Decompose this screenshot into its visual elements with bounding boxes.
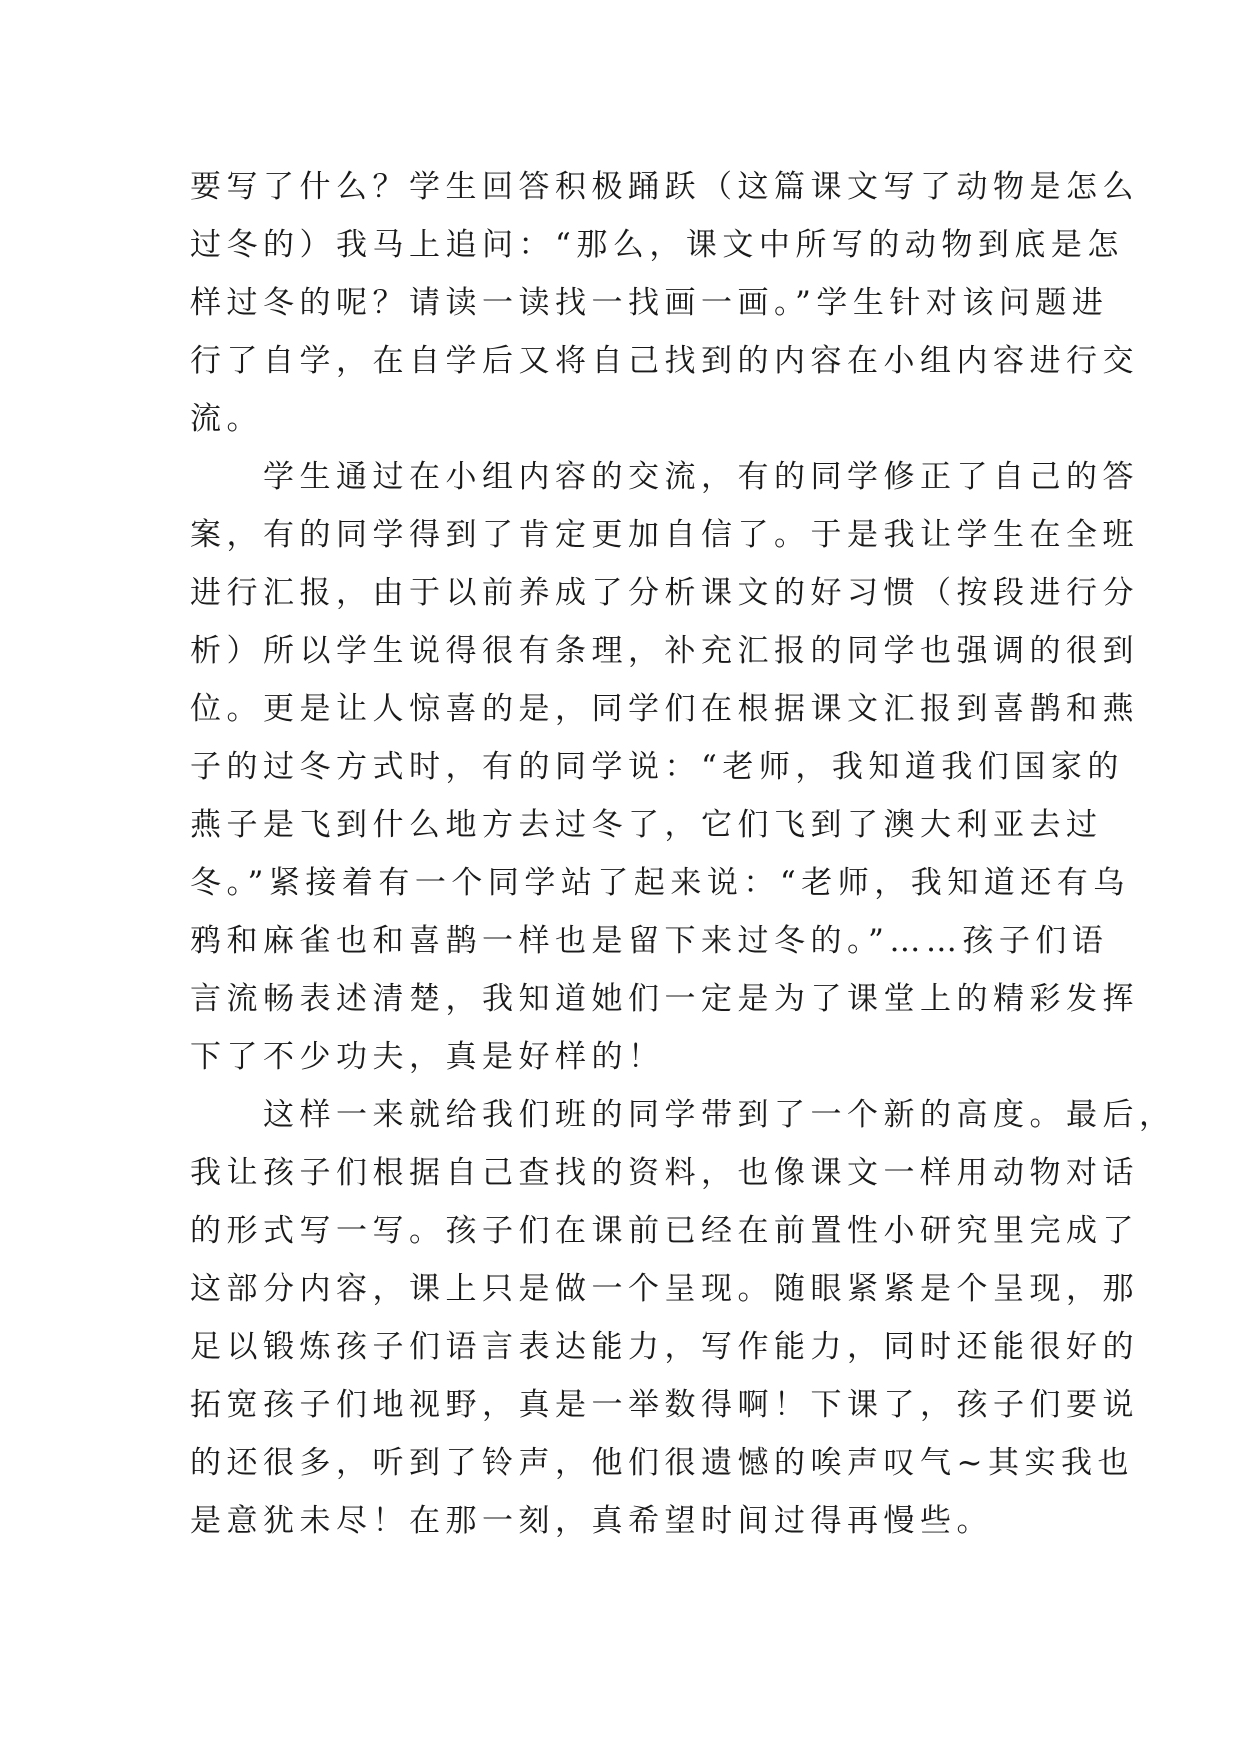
text-line: 这部分内容，课上只是做一个呈现。随眼紧紧是个呈现，那 bbox=[190, 1271, 1139, 1307]
text-line: 鸦和麻雀也和喜鹊一样也是留下来过冬的。”……孩子们语 bbox=[190, 923, 1109, 959]
text-line: 位。更是让人惊喜的是，同学们在根据课文汇报到喜鹊和燕 bbox=[190, 691, 1139, 727]
text-line: 样过冬的呢？请读一读找一找画一画。”学生针对该问题进 bbox=[190, 285, 1109, 321]
text-line: 流。 bbox=[190, 401, 263, 437]
text-line: 拓宽孩子们地视野，真是一举数得啊！下课了，孩子们要说 bbox=[190, 1387, 1139, 1423]
paragraph-start-line: 学生通过在小组内容的交流，有的同学修正了自己的答 bbox=[190, 459, 1139, 495]
text-line: 过冬的）我马上追问：“那么，课文中所写的动物到底是怎 bbox=[190, 227, 1124, 263]
text-line: 下了不少功夫，真是好样的！ bbox=[190, 1039, 665, 1075]
paragraph-start-line: 这样一来就给我们班的同学带到了一个新的高度。最后， bbox=[190, 1097, 1176, 1133]
body-text bbox=[190, 158, 1176, 1550]
text-line: 进行汇报，由于以前养成了分析课文的好习惯（按段进行分 bbox=[190, 575, 1139, 611]
text-line: 要写了什么？学生回答积极踊跃（这篇课文写了动物是怎么 bbox=[190, 169, 1139, 205]
text-line: 的还很多，听到了铃声，他们很遗憾的唉声叹气~其实我也 bbox=[190, 1445, 1134, 1481]
text-line: 我让孩子们根据自己查找的资料，也像课文一样用动物对话 bbox=[190, 1155, 1139, 1191]
text-line: 的形式写一写。孩子们在课前已经在前置性小研究里完成了 bbox=[190, 1213, 1139, 1249]
text-line: 是意犹未尽！在那一刻，真希望时间过得再慢些。 bbox=[190, 1503, 993, 1539]
text-line: 足以锻炼孩子们语言表达能力，写作能力，同时还能很好的 bbox=[190, 1329, 1139, 1365]
text-line: 案，有的同学得到了肯定更加自信了。于是我让学生在全班 bbox=[190, 517, 1139, 553]
text-line: 子的过冬方式时，有的同学说：“老师，我知道我们国家的 bbox=[190, 749, 1124, 785]
text-line: 行了自学，在自学后又将自己找到的内容在小组内容进行交 bbox=[190, 343, 1139, 379]
text-line: 燕子是飞到什么地方去过冬了，它们飞到了澳大利亚去过 bbox=[190, 807, 1103, 843]
text-line: 言流畅表述清楚，我知道她们一定是为了课堂上的精彩发挥 bbox=[190, 981, 1139, 1017]
text-line: 析）所以学生说得很有条理，补充汇报的同学也强调的很到 bbox=[190, 633, 1139, 669]
text-line: 冬。”紧接着有一个同学站了起来说：“老师，我知道还有乌 bbox=[190, 865, 1130, 901]
